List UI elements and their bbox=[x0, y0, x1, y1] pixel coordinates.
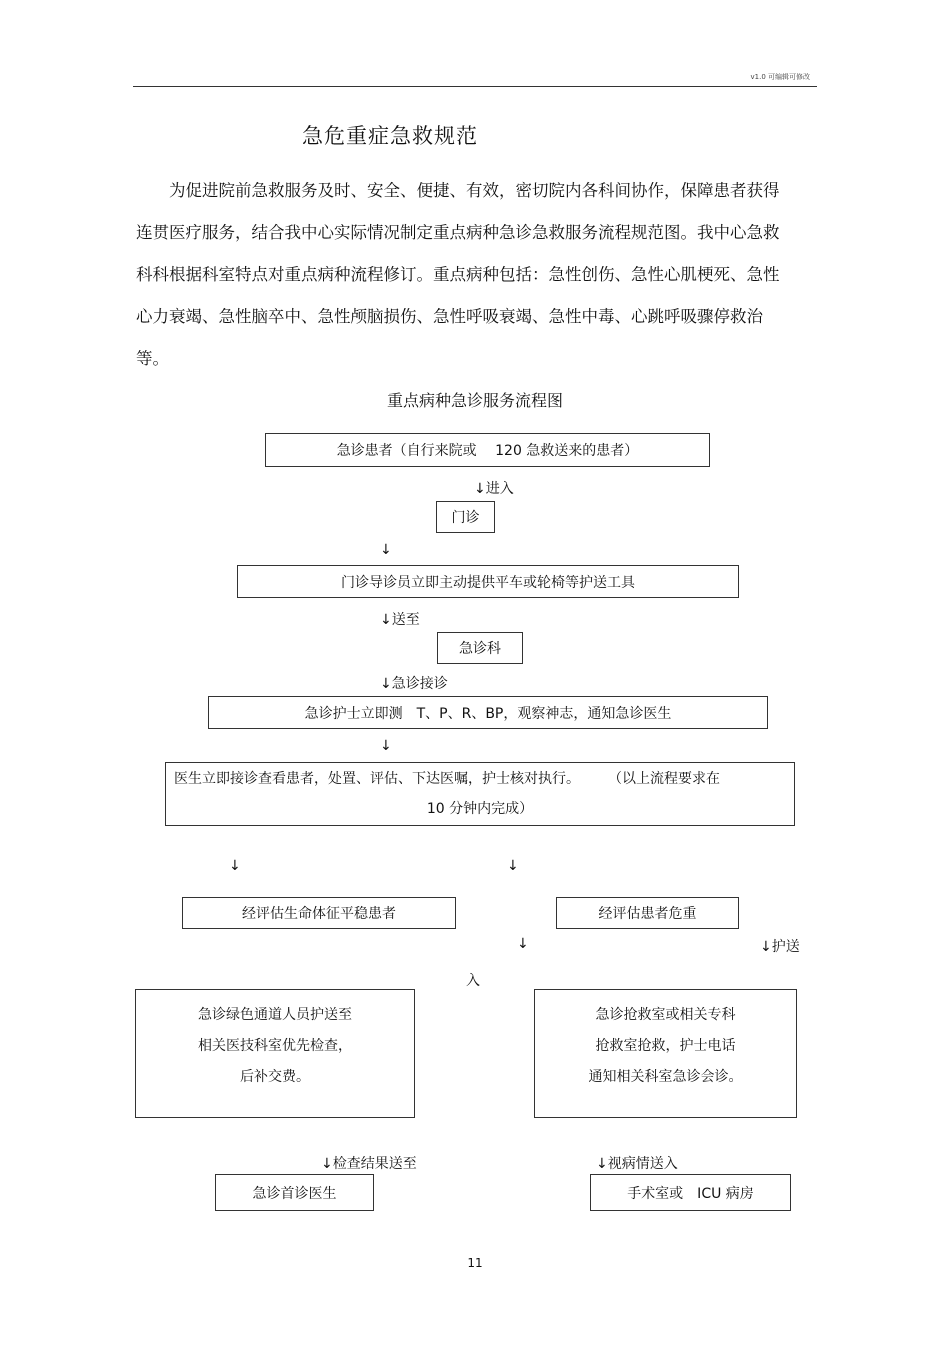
node-doctor-treatment bbox=[165, 762, 795, 826]
green-channel-line-3: 后补交费。 bbox=[240, 1069, 310, 1085]
doctor-treatment-line-2: 10 分钟内完成） bbox=[426, 801, 534, 817]
node-emergency-dept: 急诊科 bbox=[437, 632, 523, 664]
arrow-right-branch: ↓ bbox=[507, 858, 519, 874]
arrow-left-branch: ↓ bbox=[229, 858, 241, 874]
node-green-channel bbox=[135, 989, 415, 1118]
node-critical-patient: 经评估患者危重 bbox=[556, 897, 739, 929]
green-channel-line-2: 相关医技科室优先检查， bbox=[198, 1038, 352, 1054]
version-note: v1.0 可编辑可修改 bbox=[750, 73, 810, 81]
arrow-escort-cont: 入 bbox=[466, 973, 480, 989]
node-outpatient: 门诊 bbox=[436, 501, 495, 533]
arrow-reception: ↓急诊接诊 bbox=[380, 676, 448, 692]
arrow-escort: ↓护送 bbox=[760, 939, 800, 955]
node-guide-transport: 门诊导诊员立即主动提供平车或轮椅等护送工具 bbox=[237, 565, 739, 598]
doctor-treatment-line-1: 医生立即接诊查看患者，处置、评估、下达医嘱，护士核对执行。 （以上流程要求在 bbox=[174, 771, 720, 787]
arrow-enter: ↓进入 bbox=[474, 481, 514, 497]
page-number: 11 bbox=[467, 1256, 483, 1270]
resuscitation-line-1: 急诊抢救室或相关专科 bbox=[595, 1007, 736, 1023]
arrow-send-to: ↓送至 bbox=[380, 612, 420, 628]
node-stable-patient: 经评估生命体征平稳患者 bbox=[182, 897, 456, 929]
intro-paragraph bbox=[136, 170, 786, 380]
node-emergency-patient: 急诊患者（自行来院或 120 急救送来的患者） bbox=[265, 433, 710, 467]
arrow-critical-down: ↓ bbox=[517, 936, 529, 952]
node-first-doctor: 急诊首诊医生 bbox=[215, 1174, 374, 1211]
node-or-icu: 手术室或 ICU 病房 bbox=[590, 1174, 791, 1211]
arrow-down-1: ↓ bbox=[380, 542, 392, 558]
resuscitation-line-2: 抢救室抢救，护士电话 bbox=[595, 1038, 736, 1054]
node-resuscitation-room bbox=[534, 989, 797, 1118]
resuscitation-line-3: 通知相关科室急诊会诊。 bbox=[588, 1069, 743, 1085]
intro-text: 为促进院前急救服务及时、安全、便捷、有效，密切院内各科间协作，保障患者获得连贯医疗服务，结合我中心实际情况制定重点病种急诊急救服务流程规范图。我中心急救科科根据科室特点对重点病种流程修订。重点病种包括：急性创伤、急性心肌梗死、急性心力衰竭、急性脑卒中、急性颅脑损伤、急性呼吸衰竭、急性中毒、心跳呼吸骤停救治等。 bbox=[136, 181, 780, 368]
arrow-down-2: ↓ bbox=[380, 738, 392, 754]
doc-title: 急危重症急救规范 bbox=[302, 124, 478, 148]
flowchart-title: 重点病种急诊服务流程图 bbox=[386, 391, 563, 410]
arrow-results-to: ↓检查结果送至 bbox=[321, 1156, 417, 1172]
node-nurse-vitals: 急诊护士立即测 T、P、R、BP，观察神志，通知急诊医生 bbox=[208, 696, 768, 729]
green-channel-line-1: 急诊绿色通道人员护送至 bbox=[198, 1007, 352, 1023]
header-rule bbox=[133, 86, 817, 87]
arrow-condition-send: ↓视病情送入 bbox=[596, 1156, 678, 1172]
